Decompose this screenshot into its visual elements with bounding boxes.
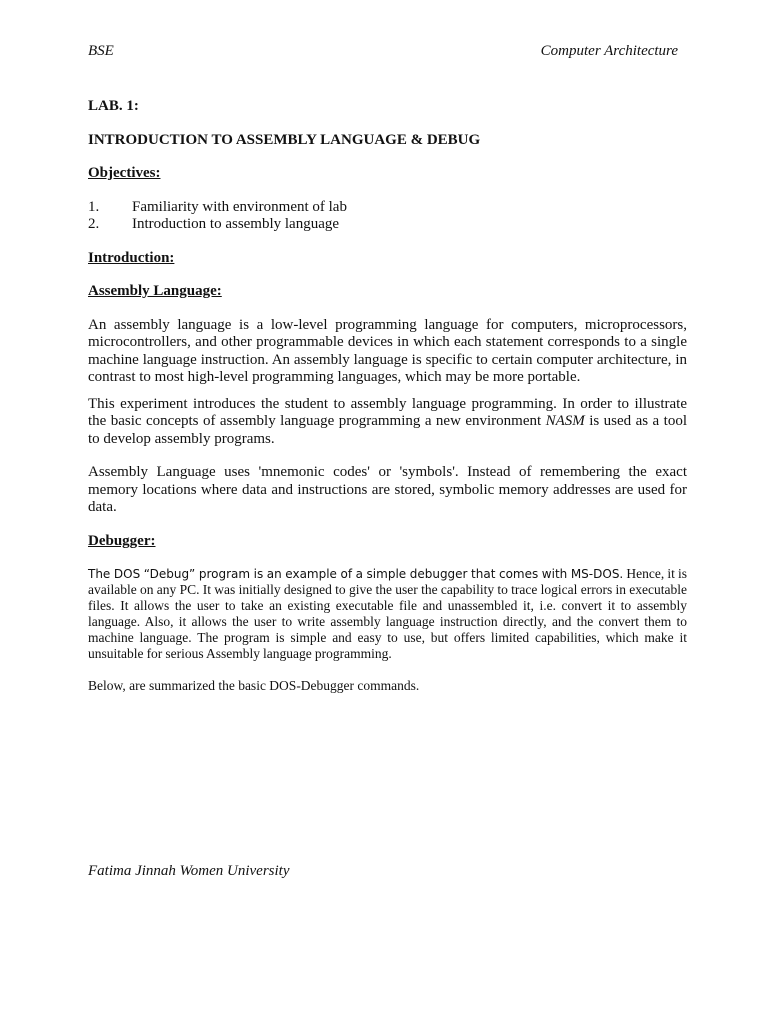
header-subject: Computer Architecture xyxy=(540,43,678,59)
objective-number: 1. xyxy=(88,198,100,215)
assembly-paragraph-1: An assembly language is a low-level programming language for computers, microprocessors, microcontrollers, and other programmable devices in which each statement corresponds to a single machine language instruction. An assembly language is specific to certain computer architecture, in contrast to most high-level programming languages, which may be more portable. xyxy=(88,316,687,385)
lab-title: INTRODUCTION TO ASSEMBLY LANGUAGE & DEBUG xyxy=(88,131,481,148)
objective-item xyxy=(88,199,687,217)
debugger-paragraph-lead: The DOS “Debug” program is an example of a simple debugger that comes with MS-DOS. xyxy=(88,567,624,581)
footer-university: Fatima Jinnah Women University xyxy=(88,863,290,879)
debugger-summary: Below, are summarized the basic DOS-Debugger commands. xyxy=(88,678,420,693)
assembly-language-heading: Assembly Language: xyxy=(88,283,222,299)
lab-number: LAB. 1: xyxy=(88,98,139,114)
objective-text: Familiarity with environment of lab xyxy=(132,198,347,215)
introduction-heading: Introduction: xyxy=(88,249,175,266)
assembly-paragraph-3: Assembly Language uses 'mnemonic codes' or 'symbols'. Instead of remembering the exact memory locations where data and instructions are stored, symbolic memory addresses are used for data. xyxy=(88,464,687,515)
objective-text: Introduction to assembly language xyxy=(132,216,340,232)
debugger-heading: Debugger: xyxy=(88,532,156,549)
assembly-paragraph-2 xyxy=(88,396,687,449)
objective-item xyxy=(88,216,687,234)
objectives-list xyxy=(88,199,687,234)
debugger-paragraph-rest: Hence, it is available on any PC. It was initially designed to give the user the capability to trace logical errors in executable files. It allows the user to take an existing executable file and unassembled it, i.e. convert it to assembly language. Also, it allows the user to write assembly language instruction directly, and the convert them to machine language. The program is simple and easy to use, but offers limited capabilities, which make it unsuitable for serious Assembly language programming. xyxy=(88,566,687,661)
assembly-paragraph-2-end: is used as a tool to develop assembly programs. xyxy=(88,413,687,447)
assembly-paragraph-2-start: This experiment introduces the student to assembly language programming. In order to illustrate the basic concepts of assembly language programming a new environment xyxy=(88,395,687,429)
objectives-heading: Objectives: xyxy=(88,165,161,181)
debugger-paragraph xyxy=(88,566,687,662)
main-content xyxy=(88,98,687,694)
header-course: BSE xyxy=(88,43,114,59)
objective-number: 2. xyxy=(88,216,100,232)
nasm-term: NASM xyxy=(545,413,585,429)
